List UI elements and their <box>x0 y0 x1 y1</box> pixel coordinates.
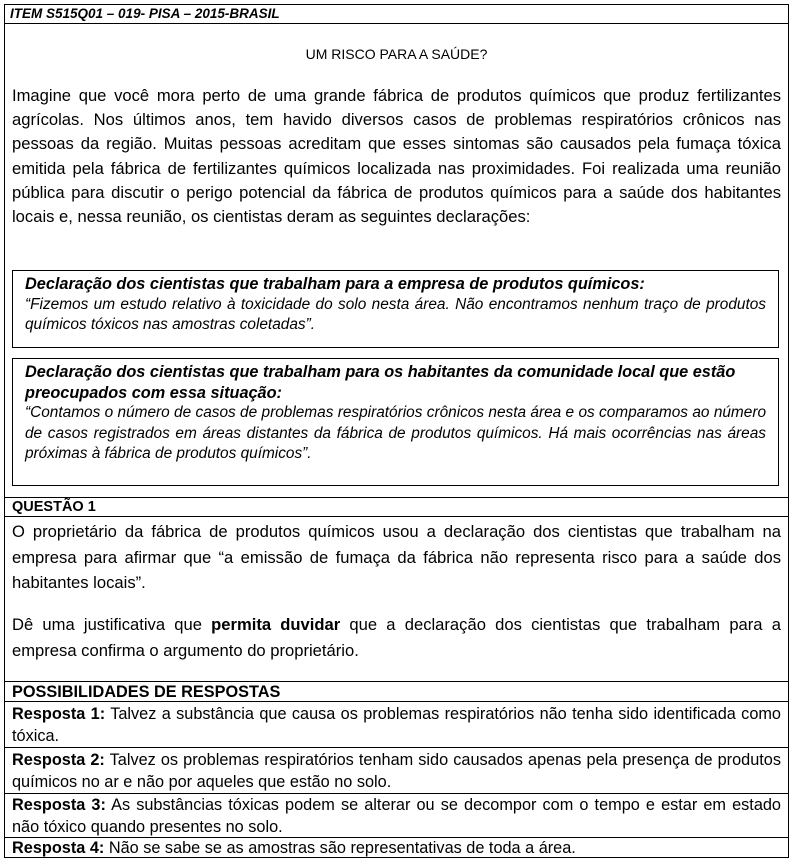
question-text: O proprietário da fábrica de produtos químicos usou a declaração dos cientistas que trabalham na empresa para afirmar que “a emissão de fumaça da fábrica não representa risco para a saúde dos habitantes locais”. <box>12 522 781 592</box>
answer-row <box>5 794 788 838</box>
item-header-row <box>5 5 788 24</box>
answer-label: Resposta 2: <box>12 751 105 769</box>
answer-row <box>5 838 788 858</box>
question-heading-row <box>5 498 788 517</box>
answer-body: Não se sabe se as amostras são representativas de toda a área. <box>104 839 576 857</box>
statement-text: “Fizemos um estudo relativo à toxicidade do solo nesta área. Não encontramos nenhum traço de produtos químicos tóxicos nas amostras coletadas”. <box>25 295 766 333</box>
statement-box-community <box>12 358 779 486</box>
question-heading: QUESTÃO 1 <box>12 499 96 515</box>
answer-text <box>12 750 781 793</box>
answer-body: Talvez os problemas respiratórios tenham sido causados apenas pela presença de produtos químicos no ar e não por aqueles que estão no solo. <box>12 751 781 791</box>
statement-box-company <box>12 270 779 348</box>
answer-label: Resposta 4: <box>12 839 105 857</box>
unit-title: UM RISCO PARA A SAÚDE? <box>305 46 488 62</box>
statement-heading: Declaração dos cientistas que trabalham para os habitantes da comunidade local que estão preocupados com essa situação: <box>25 363 736 402</box>
question-instruction <box>12 612 781 663</box>
answer-text <box>12 838 781 860</box>
answer-text <box>12 795 781 838</box>
answer-body: Talvez a substância que causa os problemas respiratórios não tenha sido identificada como tóxica. <box>12 705 781 745</box>
item-code: ITEM S515Q01 – 019- PISA – 2015-BRASIL <box>10 6 280 21</box>
intro-text: Imagine que você mora perto de uma grande fábrica de produtos químicos que produz fertilizantes agrícolas. Nos últimos anos, tem havido diversos casos de problemas respiratórios crônicos nas pessoas da região. Muitas pessoas acreditam que esses sintomas são causados pela fumaça tóxica emitida pela fábrica de fertilizantes químicos localizada nas proximidades. Foi realizada uma reunião pública para discutir o perigo potencial da fábrica de produtos químicos para a saúde dos habitantes locais e, nessa reunião, os cientistas deram as seguintes declarações: <box>12 86 781 227</box>
statement-heading: Declaração dos cientistas que trabalham para a empresa de produtos químicos: <box>25 275 645 293</box>
stimulus-row <box>5 24 788 498</box>
answer-label: Resposta 1: <box>12 705 106 723</box>
answer-row <box>5 748 788 794</box>
statement-text: “Contamos o número de casos de problemas respiratórios crônicos nesta área e os comparamos ao número de casos registrados em áreas distantes da fábrica de produtos químicos. Há mais ocorrências nas áreas próximas à fábrica de produtos químicos”. <box>25 404 766 462</box>
question-body-row <box>5 517 788 682</box>
instruction-after: que a declaração dos cientistas que trabalham para a empresa confirma o argumento do proprietário. <box>12 615 781 660</box>
answer-row <box>5 702 788 748</box>
answers-heading-row <box>5 682 788 702</box>
item-table <box>4 4 789 858</box>
answer-text <box>12 704 781 747</box>
answers-heading: POSSIBILIDADES DE RESPOSTAS <box>12 683 281 701</box>
instruction-before: Dê uma justificativa que <box>12 615 212 634</box>
answer-body: As substâncias tóxicas podem se alterar ou se decompor com o tempo e estar em estado não tóxico quando presentes no solo. <box>12 796 781 836</box>
instruction-emphasis: permita duvidar <box>211 615 341 634</box>
answer-label: Resposta 3: <box>12 796 106 814</box>
